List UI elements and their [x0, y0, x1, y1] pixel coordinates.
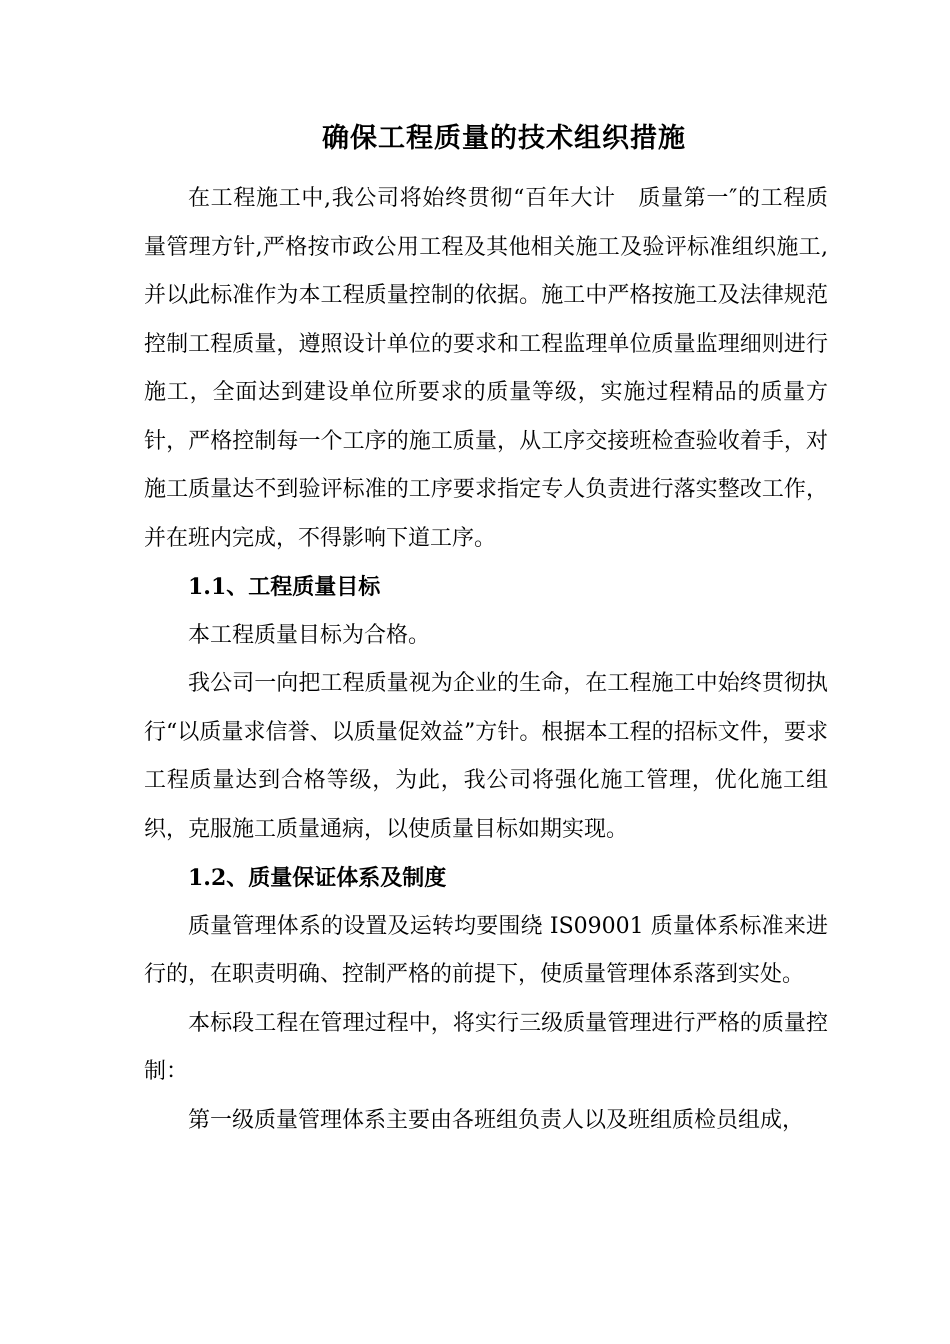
section-heading-quality-system: 1.2、质量保证体系及制度 [188, 865, 447, 891]
paragraph-first-level: 第一级质量管理体系主要由各班组负责人以及班组质检员组成， [188, 1107, 805, 1133]
paragraph-three-level-management: 本标段工程在管理过程中，将实行三级质量管理进行严格的质量控制： [144, 1010, 828, 1084]
document-body [144, 175, 828, 1145]
paragraph-quality-commitment: 我公司一向把工程质量视为企业的生命，在工程施工中始终贯彻执行“以质量求信誉、以质量促效益”方针。根据本工程的招标文件，要求工程质量达到合格等级，为此，我公司将强化施工管理，优化施工组织，克服施工质量通病，以使质量目标如期实现。 [144, 671, 828, 842]
paragraph-iso-system: 质量管理体系的设置及运转均要围绕 IS09001 质量体系标准来进行的，在职责明确、控制严格的前提下，使质量管理体系落到实处。 [144, 913, 828, 987]
paragraph-quality-target: 本工程质量目标为合格。 [188, 622, 431, 648]
paragraph-quality-policy: 在工程施工中,我公司将始终贯彻“百年大计 质量第一″的工程质量管理方针,严格按市政公用工程及其他相关施工及验评标准组织施工,并以此标准作为本工程质量控制的依据。施工中严格按施工及法律规范控制工程质量，遵照设计单位的要求和工程监理单位质量监理细则进行施工，全面达到建设单位所要求的质量等级，实施过程精品的质量方针，严格控制每一个工序的施工质量，从工序交接班检查验收着手，对施工质量达不到验评标准的工序要求指定专人负责进行落实整改工作，并在班内完成，不得影响下道工序。 [144, 186, 828, 551]
section-heading-quality-target: 1.1、工程质量目标 [188, 574, 381, 600]
document-title: 确保工程质量的技术组织措施 [322, 123, 686, 154]
